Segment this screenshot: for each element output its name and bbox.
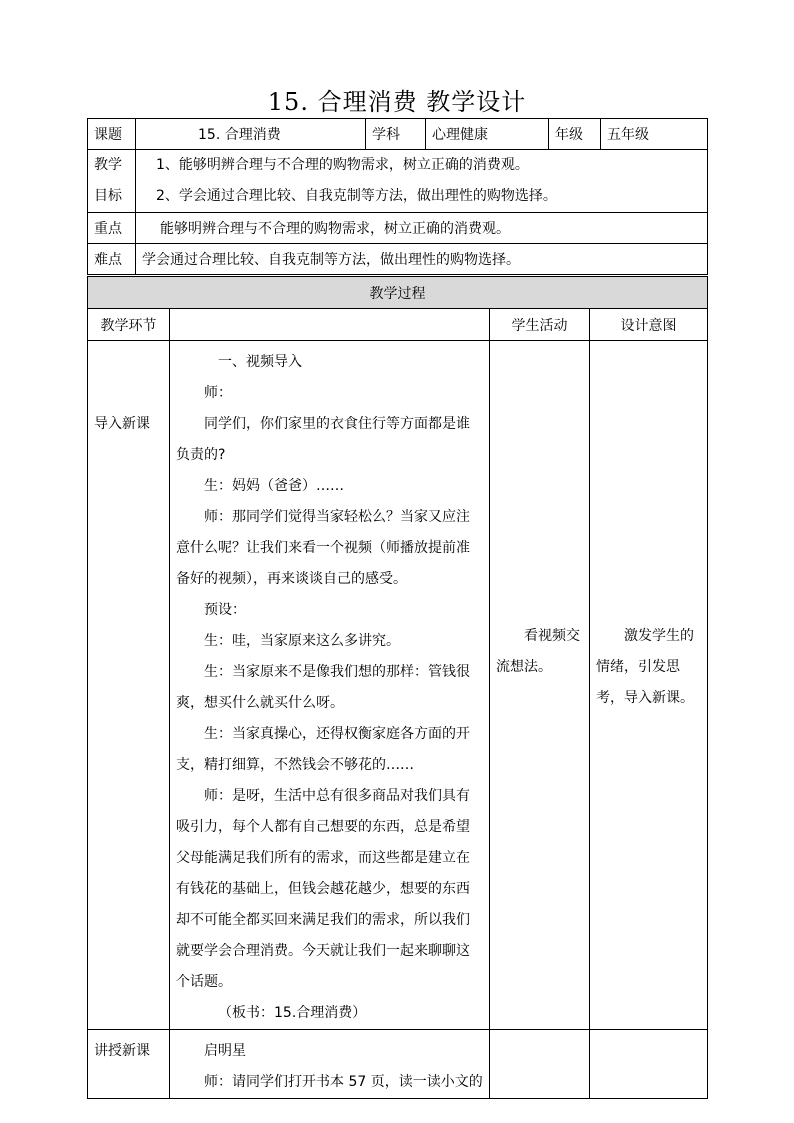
process-header: 教学过程 <box>88 277 708 309</box>
col-intent-header: 设计意图 <box>590 309 708 341</box>
process-header-row <box>88 277 708 309</box>
difficulty-value: 学会通过合理比较、自我克制等方法，做出理性的购物选择。 <box>136 244 708 275</box>
lesson-info-table <box>87 118 708 275</box>
content-cell <box>170 1030 490 1099</box>
content-paragraph: 生：哇，当家原来这么多讲究。 <box>204 633 400 649</box>
content-paragraph: 预设： <box>204 602 246 618</box>
keypoint-value: 能够明辨合理与不合理的购物需求，树立正确的消费观。 <box>136 213 708 244</box>
content-line: 师：请同学们打开书本 57 页，读一读小文的 <box>204 1074 483 1090</box>
objective-item: 1、能够明辨合理与不合理的购物需求，树立正确的消费观。 <box>156 157 529 173</box>
grade-label: 年级 <box>549 119 601 150</box>
grade-value: 五年级 <box>601 119 708 150</box>
stage-label: 讲授新课 <box>94 1043 150 1059</box>
stage-label: 导入新课 <box>94 416 150 432</box>
content-paragraph: 同学们，你们家里的衣食住行等方面都是谁负责的? <box>176 416 470 463</box>
lesson-label: 课题 <box>88 119 136 150</box>
stage-cell <box>88 341 170 1030</box>
difficulty-label: 难点 <box>88 244 136 275</box>
design-intent: 激发学生的情绪，引发思考，导入新课。 <box>596 628 694 706</box>
objectives-label: 教学目标 <box>88 150 136 213</box>
col-student-header: 学生活动 <box>490 309 590 341</box>
intent-cell <box>590 1030 708 1099</box>
teaching-process-table <box>87 276 708 1099</box>
intent-cell <box>590 341 708 1030</box>
keypoint-row <box>88 213 708 244</box>
board-note: （板书：15.合理消费） <box>218 1005 367 1021</box>
objective-item: 2、学会通过合理比较、自我克制等方法，做出理性的购物选择。 <box>156 188 557 204</box>
col-stage-header: 教学环节 <box>88 309 170 341</box>
document-title: 15. 合理消费 教学设计 <box>267 88 527 116</box>
content-paragraph: 师：是呀，生活中总有很多商品对我们具有吸引力，每个人都有自己想要的东西，总是希望父母能满足我们所有的需求，而这些都是建立在有钱花的基础上，但钱会越花越少，想要的东西却不可能全都买回来满足我们的需求，所以我们就要学会合理消费。今天就让我们一起来聊聊这个话题。 <box>176 788 470 990</box>
content-paragraph: 师：那同学们觉得当家轻松么？当家又应注意什么呢？让我们来看一个视频（师播放提前准备好的视频），再来谈谈自己的感受。 <box>176 509 470 587</box>
process-row-intro <box>88 341 708 1030</box>
content-paragraph: 生：妈妈（爸爸）…… <box>204 478 344 494</box>
stage-cell <box>88 1030 170 1099</box>
lesson-value: 15. 合理消费 <box>136 119 366 150</box>
process-row-new <box>88 1030 708 1099</box>
content-line: 师： <box>204 385 232 401</box>
content-heading: 启明星 <box>204 1043 246 1059</box>
difficulty-row <box>88 244 708 275</box>
keypoint-label: 重点 <box>88 213 136 244</box>
subject-label: 学科 <box>366 119 426 150</box>
lesson-row <box>88 119 708 150</box>
student-activity: 看视频交流想法。 <box>496 628 580 675</box>
content-paragraph: 生：当家真操心，还得权衡家庭各方面的开支，精打细算，不然钱会不够花的…… <box>176 726 470 773</box>
content-cell <box>170 341 490 1030</box>
content-paragraph: 生：当家原来不是像我们想的那样：管钱很爽，想买什么就买什么呀。 <box>176 664 470 711</box>
objectives-row <box>88 150 708 213</box>
objectives-cell <box>136 150 708 213</box>
student-cell <box>490 341 590 1030</box>
subject-value: 心理健康 <box>426 119 549 150</box>
col-content-header <box>170 309 490 341</box>
student-cell <box>490 1030 590 1099</box>
process-columns-row <box>88 309 708 341</box>
content-heading: 一、视频导入 <box>218 354 302 370</box>
